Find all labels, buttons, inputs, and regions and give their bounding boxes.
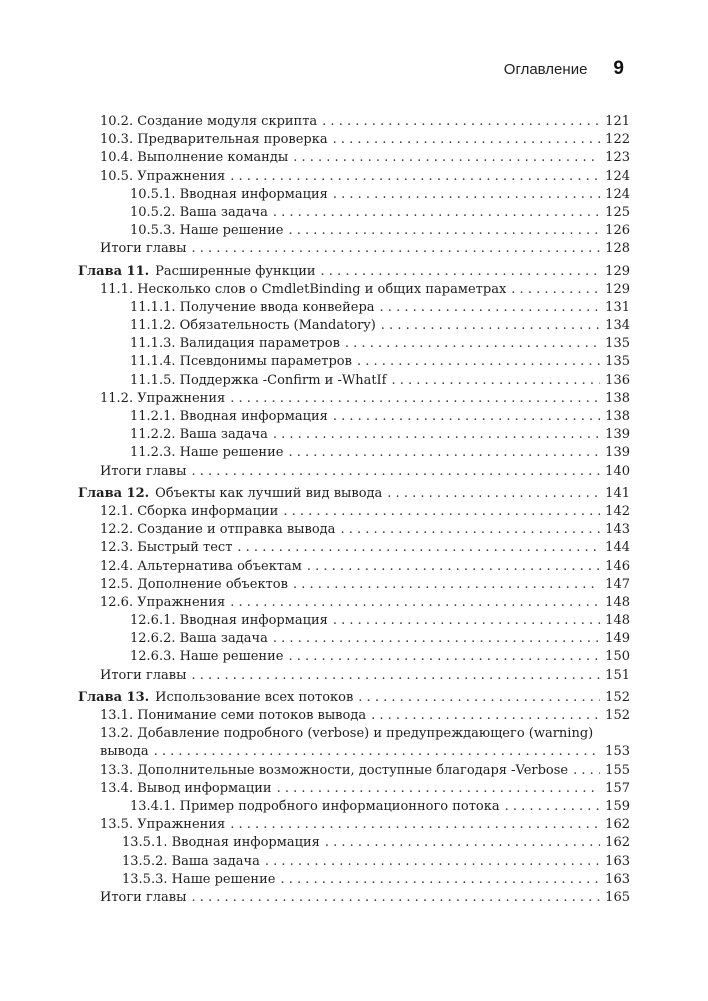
toc-entry-page: 124 (605, 186, 630, 202)
dot-leader (280, 871, 600, 889)
toc-entry-title: Итоги главы (100, 463, 187, 479)
toc-entry[interactable] (78, 149, 630, 167)
toc-entry[interactable] (78, 798, 630, 816)
toc-entry-page: 129 (605, 263, 630, 279)
dot-leader (230, 168, 600, 186)
dot-leader (392, 372, 601, 390)
toc-entry[interactable] (78, 390, 630, 408)
dot-leader (380, 299, 601, 317)
dot-leader (293, 576, 600, 594)
toc-entry-page: 146 (605, 558, 630, 574)
toc-entry[interactable] (78, 299, 630, 317)
dot-leader (387, 485, 600, 503)
toc-entry-page: 163 (605, 871, 630, 887)
toc-entry-title: 11.1. Несколько слов о CmdletBinding и общих параметрах (100, 281, 507, 297)
dot-leader (333, 131, 601, 149)
dot-leader (283, 503, 600, 521)
toc-entry[interactable] (78, 648, 630, 666)
toc-entry-page: 143 (605, 522, 630, 538)
toc-entry-page: 152 (605, 708, 630, 723)
toc-entry-title: 11.1.2. Обязательность (Mandatory) (130, 318, 376, 334)
table-of-contents (78, 113, 630, 907)
dot-leader (381, 317, 600, 335)
toc-entry-page: 162 (605, 817, 630, 833)
toc-entry-page: 128 (605, 241, 630, 257)
toc-entry-title: 12.5. Дополнение объектов (100, 576, 288, 592)
toc-entry-title: Расширенные функции (155, 263, 316, 279)
toc-entry[interactable] (78, 240, 630, 258)
toc-entry-page: 124 (605, 168, 630, 184)
dot-leader (288, 222, 600, 240)
toc-entry[interactable] (78, 762, 630, 780)
toc-entry-page: 153 (605, 744, 630, 760)
toc-entry-title: Итоги главы (100, 241, 187, 257)
toc-entry-title: 11.1.5. Поддержка -Confirm и -WhatIf (130, 372, 387, 388)
dot-leader (322, 113, 600, 131)
toc-entry-title: 11.1.1. Получение ввода конвейера (130, 299, 375, 315)
dot-leader (230, 816, 600, 834)
toc-entry-title: 13.5. Упражнения (100, 817, 226, 833)
toc-entry-page: 141 (605, 485, 630, 501)
toc-entry-page: 148 (605, 594, 630, 610)
toc-entry-page: 148 (605, 613, 630, 629)
toc-entry-title: 13.5.3. Наше решение (122, 871, 276, 887)
dot-leader (505, 798, 601, 816)
toc-entry[interactable] (78, 667, 630, 685)
toc-entry-title: 10.5. Упражнения (100, 168, 226, 184)
toc-entry-page: 139 (605, 427, 630, 443)
toc-entry-title: 13.5.2. Ваша задача (122, 853, 260, 869)
toc-entry-page: 136 (605, 372, 630, 388)
chapter-number: Глава 13. (78, 689, 150, 705)
toc-entry-title: 13.5.1. Вводная информация (122, 835, 320, 851)
dot-leader (340, 521, 600, 539)
chapter-number: Глава 12. (78, 485, 150, 501)
toc-entry-page: 123 (605, 150, 630, 166)
toc-entry-page: 157 (605, 780, 630, 796)
dot-leader (154, 743, 601, 761)
dot-leader (191, 240, 600, 258)
toc-entry-page: 138 (605, 409, 630, 424)
toc-entry-page: 134 (605, 318, 630, 334)
dot-leader (307, 558, 600, 576)
toc-entry[interactable] (78, 444, 630, 462)
toc-entry-page: 149 (605, 631, 630, 647)
dot-leader (288, 444, 600, 462)
toc-entry[interactable] (78, 281, 630, 299)
toc-entry-title: 12.4. Альтернатива объектам (100, 558, 302, 574)
toc-chapter[interactable] (78, 485, 630, 503)
toc-entry-title: Итоги главы (100, 889, 187, 905)
toc-entry[interactable] (78, 834, 630, 852)
dot-leader (191, 889, 600, 907)
dot-leader (288, 648, 600, 666)
toc-entry[interactable] (78, 630, 630, 648)
dot-leader (511, 281, 600, 299)
toc-entry[interactable] (78, 426, 630, 444)
toc-entry-continuation[interactable] (78, 743, 630, 761)
toc-entry[interactable] (78, 204, 630, 222)
toc-entry[interactable] (78, 372, 630, 390)
toc-entry-title: 12.6.3. Наше решение (130, 649, 284, 665)
toc-entry-page: 147 (605, 576, 630, 592)
toc-entry[interactable] (78, 612, 630, 630)
toc-entry[interactable] (78, 353, 630, 371)
toc-entry-title: 13.2. Добавление подробного (verbose) и предупреждающего (warning) (100, 726, 594, 742)
dot-leader (357, 353, 600, 371)
toc-entry-page: 152 (605, 689, 630, 705)
toc-entry-page: 125 (605, 204, 630, 220)
toc-entry-page: 126 (605, 223, 630, 239)
toc-entry-title: 10.4. Выполнение команды (100, 150, 289, 166)
toc-entry-page: 135 (605, 336, 630, 352)
toc-entry[interactable] (78, 889, 630, 907)
toc-entry-page: 151 (605, 667, 630, 683)
toc-entry-page: 159 (605, 798, 630, 814)
header-page-number: 9 (613, 58, 624, 79)
toc-entry-title: 10.5.1. Вводная информация (130, 186, 328, 202)
toc-entry-title: 12.2. Создание и отправка вывода (100, 522, 336, 538)
toc-entry-title: 13.4.1. Пример подробного информационного потока (130, 798, 500, 814)
dot-leader (333, 408, 600, 426)
dot-leader (371, 707, 600, 725)
toc-entry[interactable] (78, 408, 630, 426)
toc-entry[interactable] (78, 707, 630, 725)
toc-entry-title: 10.3. Предварительная проверка (100, 132, 328, 148)
dot-leader (321, 263, 601, 281)
toc-entry-page: 144 (605, 540, 630, 556)
toc-entry[interactable] (78, 558, 630, 576)
toc-entry[interactable] (78, 871, 630, 889)
dot-leader (573, 762, 600, 780)
dot-leader (325, 834, 600, 852)
toc-chapter[interactable] (78, 689, 630, 707)
dot-leader (191, 463, 600, 481)
toc-entry-title: Использование всех потоков (155, 689, 354, 705)
toc-entry[interactable] (78, 463, 630, 481)
toc-entry-page: 131 (605, 299, 630, 315)
toc-entry-page: 163 (605, 853, 630, 869)
toc-entry[interactable] (78, 317, 630, 335)
toc-entry-page: 122 (605, 132, 630, 148)
toc-entry-title: 12.6.2. Ваша задача (130, 631, 268, 647)
dot-leader (273, 204, 600, 222)
toc-entry-title: Итоги главы (100, 667, 187, 683)
toc-entry-title: 12.1. Сборка информации (100, 503, 279, 519)
dot-leader (273, 630, 600, 648)
toc-entry-page: 135 (605, 354, 630, 370)
toc-entry[interactable] (78, 539, 630, 557)
toc-entry-title: 10.5.3. Наше решение (130, 223, 284, 239)
dot-leader (237, 539, 600, 557)
running-header (504, 58, 624, 80)
dot-leader (293, 149, 600, 167)
toc-entry-title: 10.2. Создание модуля скрипта (100, 114, 318, 129)
toc-entry-title: 11.2. Упражнения (100, 390, 226, 406)
toc-entry-title: 10.5.2. Ваша задача (130, 204, 268, 220)
toc-entry[interactable] (78, 725, 630, 743)
toc-entry-title: 12.6. Упражнения (100, 594, 226, 610)
toc-entry-page: 142 (605, 503, 630, 519)
toc-entry[interactable] (78, 780, 630, 798)
toc-entry[interactable] (78, 576, 630, 594)
toc-entry-page: 165 (605, 889, 630, 905)
toc-entry-page: 138 (605, 390, 630, 406)
toc-entry[interactable] (78, 131, 630, 149)
toc-entry-page: 139 (605, 445, 630, 461)
toc-chapter[interactable] (78, 263, 630, 281)
dot-leader (333, 612, 600, 630)
dot-leader (191, 667, 600, 685)
toc-entry-page: 140 (605, 463, 630, 479)
toc-entry[interactable] (78, 503, 630, 521)
toc-entry-title: 12.6.1. Вводная информация (130, 613, 328, 629)
toc-entry-title: 11.1.3. Валидация параметров (130, 336, 340, 352)
chapter-number: Глава 11. (78, 263, 150, 279)
toc-entry[interactable] (78, 113, 630, 131)
toc-entry[interactable] (78, 853, 630, 871)
toc-entry-title: 13.1. Понимание семи потоков вывода (100, 708, 367, 723)
toc-entry[interactable] (78, 594, 630, 612)
toc-entry-title: 13.3. Дополнительные возможности, доступные благодаря -Verbose (100, 762, 569, 778)
dot-leader (333, 186, 600, 204)
toc-entry-title: 12.3. Быстрый тест (100, 540, 233, 556)
toc-entry-page: 155 (605, 762, 630, 778)
dot-leader (277, 780, 601, 798)
toc-entry-page: 121 (605, 114, 630, 129)
toc-entry[interactable] (78, 222, 630, 240)
toc-entry[interactable] (78, 186, 630, 204)
dot-leader (230, 594, 600, 612)
dot-leader (358, 689, 600, 707)
toc-entry-title: 11.2.2. Ваша задача (130, 427, 268, 443)
dot-leader (273, 426, 600, 444)
toc-entry-title: 11.2.1. Вводная информация (130, 409, 328, 424)
dot-leader (345, 335, 600, 353)
toc-entry-title: 11.1.4. Псевдонимы параметров (130, 354, 352, 370)
toc-entry-page: 150 (605, 649, 630, 665)
toc-entry-title: Объекты как лучший вид вывода (155, 485, 383, 501)
toc-entry-title-cont: вывода (100, 744, 149, 760)
dot-leader (265, 853, 600, 871)
toc-entry[interactable] (78, 521, 630, 539)
header-title: Оглавление (503, 61, 588, 78)
dot-leader (230, 390, 600, 408)
toc-entry-title: 11.2.3. Наше решение (130, 445, 284, 461)
toc-entry-title: 13.4. Вывод информации (100, 780, 272, 796)
toc-entry[interactable] (78, 168, 630, 186)
toc-entry-page: 129 (605, 281, 630, 297)
toc-entry[interactable] (78, 335, 630, 353)
toc-entry[interactable] (78, 816, 630, 834)
toc-entry-page: 162 (605, 835, 630, 851)
